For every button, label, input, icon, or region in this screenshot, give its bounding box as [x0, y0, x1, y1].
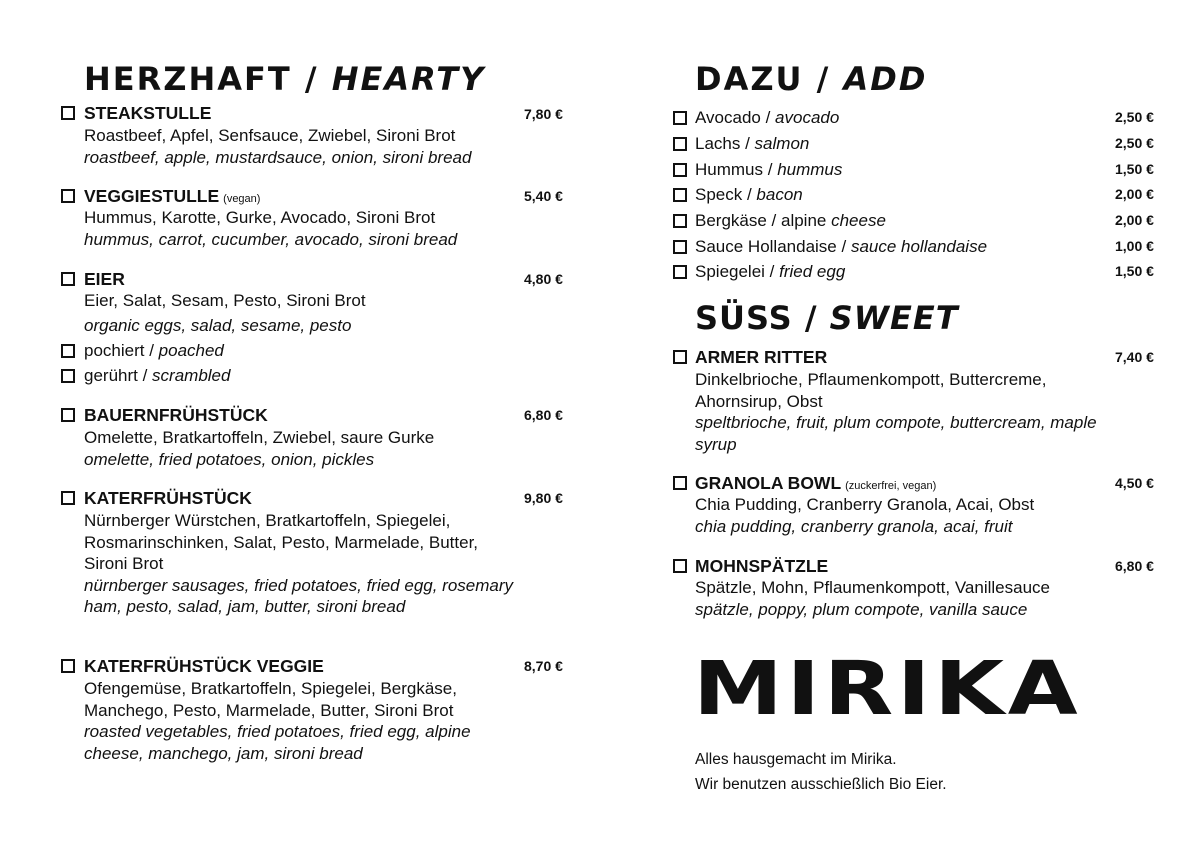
- item-description: [84, 207, 534, 250]
- item-checkbox[interactable]: [61, 491, 75, 505]
- add-checkbox[interactable]: [673, 265, 687, 279]
- item-description: [84, 125, 534, 168]
- item-description: [695, 494, 1125, 537]
- section-title-add: [695, 60, 928, 98]
- add-item: [695, 238, 987, 255]
- item-name: [84, 658, 324, 676]
- item-price: 6,80 €: [1115, 558, 1154, 574]
- item-description-en: chia pudding, cranberry granola, acai, fruit: [695, 516, 1013, 536]
- item-price: 6,80 €: [524, 407, 563, 423]
- item-name-text: EIER: [84, 269, 125, 289]
- item-description-de: Omelette, Bratkartoffeln, Zwiebel, saure Gurke: [84, 428, 435, 447]
- item-description: [84, 678, 520, 764]
- item-description-de: Hummus, Karotte, Gurke, Avocado, Sironi Brot: [84, 208, 436, 227]
- add-price: 2,50 €: [1115, 109, 1154, 125]
- item-name: [84, 407, 268, 425]
- item-description-de: Chia Pudding, Cranberry Granola, Acai, Obst: [695, 495, 1035, 514]
- add-checkbox[interactable]: [673, 214, 687, 228]
- item-name-text: MOHNSPÄTZLE: [695, 556, 829, 576]
- item-description-en: speltbrioche, fruit, plum compote, buttercream, maple syrup: [695, 413, 1097, 454]
- item-description-en: omelette, fried potatoes, onion, pickles: [84, 449, 375, 469]
- add-item-de: Avocado /: [695, 108, 776, 127]
- item-name-text: GRANOLA BOWL: [695, 473, 842, 493]
- add-item-de: Speck /: [695, 185, 757, 204]
- add-checkbox[interactable]: [673, 111, 687, 125]
- add-checkbox[interactable]: [673, 137, 687, 151]
- item-description-en: nürnberger sausages, fried potatoes, fried egg, rosemary ham, pesto, salad, jam, butter, sironi bread: [84, 575, 514, 616]
- footer-note-homemade: Alles hausgemacht im Mirika.: [695, 751, 897, 768]
- option-checkbox-scrambled[interactable]: [61, 369, 75, 383]
- add-item-de: Bergkäse / alpine: [695, 211, 832, 230]
- item-checkbox[interactable]: [61, 106, 75, 120]
- item-checkbox[interactable]: [61, 408, 75, 422]
- item-name: [84, 271, 125, 289]
- item-name: [84, 490, 252, 508]
- add-price: 2,00 €: [1115, 212, 1154, 228]
- item-description-en: roasted vegetables, fried potatoes, fried egg, alpine cheese, manchego, jam, sironi bread: [84, 722, 471, 763]
- item-description-de: Spätzle, Mohn, Pflaumenkompott, Vanillesauce: [695, 578, 1050, 597]
- section-title-sweet-de: SÜSS /: [695, 299, 830, 337]
- add-checkbox[interactable]: [673, 188, 687, 202]
- add-item: [695, 186, 803, 203]
- footer-note-organic-eggs: Wir benutzen ausschießlich Bio Eier.: [695, 776, 947, 793]
- add-price: 1,50 €: [1115, 161, 1154, 177]
- option-de: gerührt /: [84, 366, 153, 385]
- item-price: 4,80 €: [524, 271, 563, 287]
- item-description: [84, 290, 534, 336]
- add-item-en: bacon: [756, 185, 803, 204]
- item-checkbox[interactable]: [673, 476, 687, 490]
- add-item: [695, 135, 809, 152]
- add-item-en: salmon: [754, 134, 810, 153]
- brand-logo: MIRIKA: [693, 646, 1082, 732]
- add-item: [695, 212, 886, 229]
- add-item-de: Sauce Hollandaise /: [695, 237, 851, 256]
- item-tag: (zuckerfrei, vegan): [845, 480, 937, 492]
- item-name-text: BAUERNFRÜHSTÜCK: [84, 405, 268, 425]
- section-title-sweet-en: SWEET: [829, 299, 959, 337]
- section-title-add-en: ADD: [843, 60, 928, 98]
- item-checkbox[interactable]: [673, 559, 687, 573]
- item-name: [695, 475, 936, 493]
- item-price: 9,80 €: [524, 490, 563, 506]
- item-description-de: Dinkelbrioche, Pflaumenkompott, Buttercreme, Ahornsirup, Obst: [695, 370, 1047, 411]
- option-en: poached: [158, 341, 224, 360]
- add-checkbox[interactable]: [673, 163, 687, 177]
- option-checkbox-poached[interactable]: [61, 344, 75, 358]
- item-description-de: Eier, Salat, Sesam, Pesto, Sironi Brot: [84, 291, 366, 310]
- add-item: [695, 109, 839, 126]
- add-item-en: hummus: [777, 160, 843, 179]
- add-item-de: Lachs /: [695, 134, 755, 153]
- section-title-hearty-de: HERZHAFT /: [84, 60, 332, 98]
- add-price: 1,50 €: [1115, 263, 1154, 279]
- item-name: [695, 349, 827, 367]
- item-name-text: VEGGIESTULLE: [84, 186, 220, 206]
- section-title-hearty-en: HEARTY: [331, 60, 486, 98]
- add-item-de: Hummus /: [695, 160, 778, 179]
- item-checkbox[interactable]: [61, 189, 75, 203]
- item-price: 7,80 €: [524, 106, 563, 122]
- item-price: 5,40 €: [524, 188, 563, 204]
- add-item-en: fried egg: [779, 262, 846, 281]
- item-price: 8,70 €: [524, 658, 563, 674]
- item-name-text: KATERFRÜHSTÜCK: [84, 488, 252, 508]
- add-item-en: avocado: [775, 108, 840, 127]
- section-title-sweet: [695, 299, 959, 337]
- item-checkbox[interactable]: [61, 659, 75, 673]
- option-poached: [84, 342, 224, 359]
- option-scrambled: [84, 367, 230, 384]
- item-name: [695, 558, 828, 576]
- item-tag: (vegan): [223, 193, 261, 205]
- item-checkbox[interactable]: [61, 272, 75, 286]
- item-description-de: Roastbeef, Apfel, Senfsauce, Zwiebel, Sironi Brot: [84, 126, 456, 145]
- add-price: 2,00 €: [1115, 186, 1154, 202]
- add-item-de: Spiegelei /: [695, 262, 780, 281]
- section-title-add-de: DAZU /: [695, 60, 844, 98]
- section-title-hearty: [84, 60, 486, 98]
- add-item: [695, 161, 842, 178]
- item-description: [695, 369, 1125, 455]
- option-de: pochiert /: [84, 341, 159, 360]
- item-name-text: KATERFRÜHSTÜCK VEGGIE: [84, 656, 324, 676]
- item-description-de: Ofengemüse, Bratkartoffeln, Spiegelei, Bergkäse, Manchego, Pesto, Marmelade, Butter, Sironi Brot: [84, 679, 457, 720]
- item-description-en: organic eggs, salad, sesame, pesto: [84, 315, 352, 335]
- item-name: [84, 188, 260, 206]
- add-item-en: sauce hollandaise: [850, 237, 988, 256]
- add-item: [695, 263, 845, 280]
- add-price: 2,50 €: [1115, 135, 1154, 151]
- item-description: [84, 427, 534, 470]
- item-description-en: roastbeef, apple, mustardsauce, onion, sironi bread: [84, 147, 472, 167]
- item-description: [84, 510, 520, 618]
- item-description-de: Nürnberger Würstchen, Bratkartoffeln, Spiegelei, Rosmarinschinken, Salat, Pesto, Marmelade, Butter, Sironi Brot: [84, 511, 479, 573]
- item-description-en: spätzle, poppy, plum compote, vanilla sauce: [695, 599, 1028, 619]
- item-name-text: STEAKSTULLE: [84, 103, 212, 123]
- add-item-en: cheese: [831, 211, 886, 230]
- item-price: 7,40 €: [1115, 349, 1154, 365]
- item-checkbox[interactable]: [673, 350, 687, 364]
- item-description-en: hummus, carrot, cucumber, avocado, sironi bread: [84, 229, 458, 249]
- item-price: 4,50 €: [1115, 475, 1154, 491]
- add-checkbox[interactable]: [673, 240, 687, 254]
- item-description: [695, 577, 1125, 620]
- item-name-text: ARMER RITTER: [695, 347, 828, 367]
- option-en: scrambled: [152, 366, 231, 385]
- add-price: 1,00 €: [1115, 238, 1154, 254]
- item-name: [84, 105, 211, 123]
